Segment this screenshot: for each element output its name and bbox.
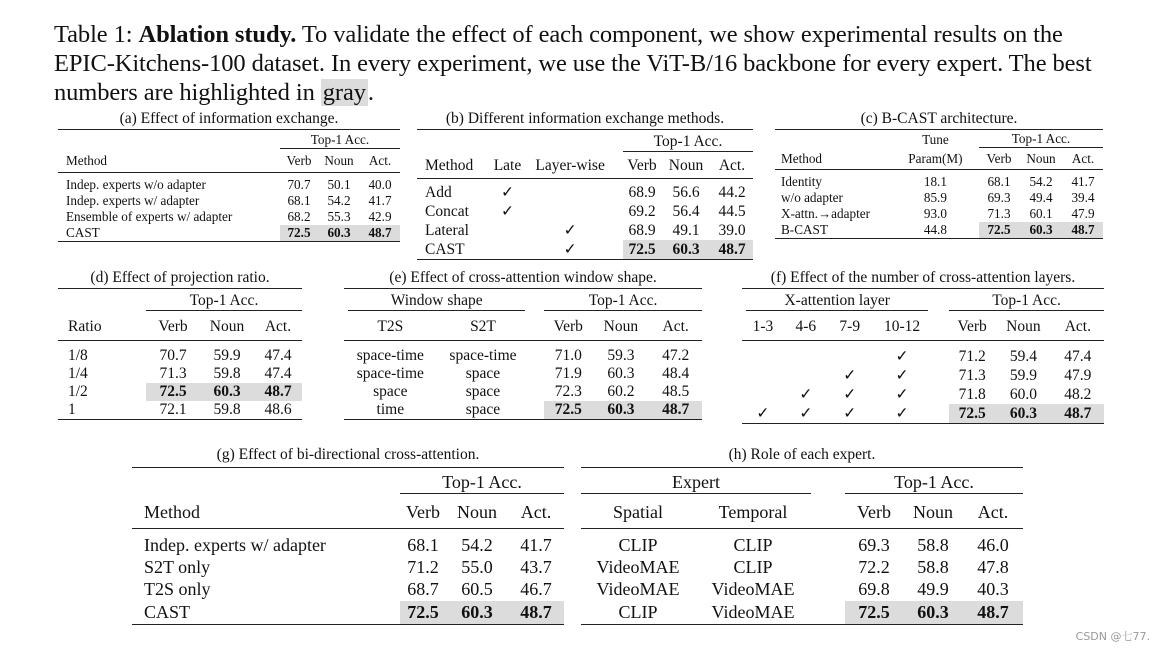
f-row1-1-3 — [742, 366, 784, 385]
table-row — [132, 601, 564, 625]
g-row1-act: 43.7 — [520, 557, 552, 577]
table-row — [58, 341, 302, 366]
table-row — [132, 579, 564, 601]
f-row2-7-9-check-icon: ✓ — [843, 386, 857, 403]
a-row0-verb: 70.7 — [287, 177, 311, 192]
table-row — [742, 366, 1104, 385]
b-group-header: Top-1 Acc. — [623, 133, 753, 152]
d-group-header: Top-1 Acc. — [146, 292, 302, 311]
e-row2-noun: 60.2 — [607, 383, 635, 400]
table-a — [58, 129, 400, 242]
table-row — [58, 209, 400, 225]
subtable-h — [581, 446, 1023, 625]
b-row2-layerwise-check-icon: ✓ — [563, 222, 577, 239]
f-header-1-3: 1-3 — [752, 318, 774, 336]
table-c — [775, 129, 1103, 239]
g-row3-verb: 72.5 — [400, 601, 446, 625]
c-header-tune: Tune — [900, 130, 971, 150]
a-row1-method: Indep. experts w/ adapter — [66, 193, 200, 208]
a-row0-method: Indep. experts w/o adapter — [66, 177, 206, 192]
caption-label: Table 1: — [54, 21, 133, 48]
f-row0-7-9 — [828, 341, 872, 367]
subtable-a — [58, 110, 400, 242]
c-header-verb: Verb — [986, 151, 1012, 167]
d-row1-ratio: 1/4 — [68, 365, 88, 382]
d-row0-ratio: 1/8 — [68, 347, 88, 364]
b-row1-late-check-icon: ✓ — [500, 203, 514, 220]
h-row1-verb: 72.2 — [858, 557, 890, 577]
g-row1-noun: 55.0 — [461, 557, 493, 577]
a-row2-act: 42.9 — [368, 209, 392, 224]
c-row2-method: X-attn.→adapter — [781, 206, 870, 221]
table-row — [58, 173, 400, 194]
h-header-temporal: Temporal — [718, 502, 788, 523]
h-group-header: Top-1 Acc. — [845, 472, 1023, 494]
f-row3-1-3-check-icon: ✓ — [756, 405, 770, 422]
g-row3-method: CAST — [144, 601, 191, 622]
table-row — [581, 601, 1023, 625]
b-row2-noun: 49.1 — [672, 221, 700, 239]
e-row3-verb: 72.5 — [544, 401, 592, 420]
e-row2-act: 48.5 — [662, 383, 690, 400]
e-row1-verb: 71.9 — [554, 365, 582, 382]
g-header-act: Act. — [520, 502, 552, 523]
e-header-act: Act. — [662, 318, 689, 336]
d-row2-verb: 72.5 — [146, 383, 200, 401]
f-header-7-9: 7-9 — [839, 318, 861, 336]
h-expert-header: Expert — [581, 472, 811, 494]
table-row — [417, 240, 753, 260]
table-row — [742, 385, 1104, 404]
h-row2-verb: 69.8 — [858, 579, 890, 599]
h-header-spatial: Spatial — [613, 502, 663, 523]
b-header-verb: Verb — [627, 157, 657, 175]
b-row0-verb: 68.9 — [628, 183, 656, 201]
b-row3-verb: 72.5 — [623, 240, 661, 260]
table-row — [132, 557, 564, 579]
e-row2-verb: 72.3 — [554, 383, 582, 400]
b-row3-layerwise-check-icon: ✓ — [563, 241, 577, 258]
b-row1-act: 44.5 — [718, 202, 746, 220]
b-row3-act: 48.7 — [711, 240, 753, 260]
f-row0-10-12-check-icon: ✓ — [895, 348, 909, 365]
f-row3-verb: 72.5 — [949, 404, 995, 424]
d-row2-ratio: 1/2 — [68, 383, 88, 400]
b-row2-act: 39.0 — [718, 221, 746, 239]
caption-bold: Ablation study. — [138, 21, 297, 48]
e-row2-s2t: space — [465, 383, 501, 400]
c-header-noun: Noun — [1026, 151, 1056, 167]
g-row0-noun: 54.2 — [461, 535, 493, 556]
b-row2-verb: 68.9 — [628, 221, 656, 239]
table-row — [775, 190, 1103, 206]
b-row0-noun: 56.6 — [672, 183, 700, 201]
c-row0-verb: 68.1 — [987, 174, 1011, 189]
table-g — [132, 467, 564, 625]
g-row1-verb: 71.2 — [407, 557, 439, 577]
table-row — [742, 404, 1104, 424]
b-row0-layerwise — [525, 179, 615, 203]
g-header-method: Method — [144, 502, 200, 523]
f-row1-4-6 — [784, 366, 828, 385]
d-row3-verb: 72.1 — [159, 401, 187, 418]
f-header-act: Act. — [1064, 318, 1091, 336]
b-row3-noun: 60.3 — [661, 240, 711, 260]
table-row — [775, 206, 1103, 222]
f-row2-1-3 — [742, 385, 784, 404]
f-row2-noun: 60.0 — [1009, 385, 1037, 403]
h-row2-noun: 49.9 — [917, 579, 949, 599]
b-row2-late — [490, 221, 526, 240]
table-row — [58, 383, 302, 401]
subtable-g-title: (g) Effect of bi-directional cross-attention. — [216, 446, 480, 463]
g-row3-act: 48.7 — [508, 601, 564, 625]
g-group-header: Top-1 Acc. — [400, 472, 564, 494]
table-row — [58, 225, 400, 242]
f-row0-4-6 — [784, 341, 828, 367]
watermark: CSDN @七77. — [1075, 630, 1150, 643]
subtable-b-title: (b) Different information exchange methods. — [445, 110, 725, 127]
h-row1-spatial: VideoMAE — [596, 557, 680, 577]
table-row — [417, 179, 753, 203]
d-row3-act: 48.6 — [264, 401, 292, 418]
e-row1-s2t: space — [465, 365, 501, 382]
a-row1-act: 41.7 — [368, 193, 392, 208]
a-row2-noun: 55.3 — [327, 209, 351, 224]
f-row3-4-6-check-icon: ✓ — [799, 405, 813, 422]
c-row3-param: 44.8 — [923, 222, 947, 237]
table-row — [344, 365, 702, 383]
caption-highlight: gray — [322, 79, 366, 106]
b-row0-act: 44.2 — [718, 183, 746, 201]
f-row1-7-9-check-icon: ✓ — [843, 367, 857, 384]
c-row3-act: 48.7 — [1063, 222, 1103, 239]
d-row0-noun: 59.9 — [213, 347, 241, 364]
a-row2-method: Ensemble of experts w/ adapter — [66, 209, 233, 224]
b-header-late: Late — [493, 157, 522, 175]
f-row2-verb: 71.8 — [958, 385, 986, 403]
e-row3-s2t: space — [465, 401, 501, 418]
f-row0-1-3 — [742, 341, 784, 367]
table-row — [58, 401, 302, 420]
c-row0-method: Identity — [781, 174, 823, 189]
h-row0-noun: 58.8 — [917, 535, 949, 556]
subtable-e — [344, 269, 702, 420]
c-header-param: Param(M) — [908, 151, 963, 167]
a-header-act: Act. — [368, 153, 392, 169]
d-header-ratio: Ratio — [68, 318, 102, 336]
h-row2-act: 40.3 — [977, 579, 1009, 599]
b-row0-late-check-icon: ✓ — [500, 184, 514, 201]
h-row3-act: 48.7 — [963, 601, 1023, 625]
g-row0-act: 41.7 — [520, 535, 552, 556]
c-row1-act: 39.4 — [1071, 190, 1095, 205]
c-row2-verb: 71.3 — [987, 206, 1011, 221]
f-row3-10-12-check-icon: ✓ — [895, 405, 909, 422]
table-row — [742, 341, 1104, 367]
d-row1-noun: 59.8 — [213, 365, 241, 382]
d-row1-verb: 71.3 — [159, 365, 187, 382]
caption-text: To validate the effect of each component, we show experimental results on the EPIC-Kitchens-100 dataset. In every experiment, we use the ViT-B/16 backbone for every expert. The best numbers are highlighted in — [54, 21, 1092, 106]
g-row2-act: 46.7 — [520, 579, 552, 599]
f-header-verb: Verb — [957, 318, 987, 336]
b-header-noun: Noun — [668, 157, 704, 175]
e-row1-t2s: space-time — [356, 365, 424, 382]
table-row — [581, 579, 1023, 601]
f-row1-verb: 71.3 — [958, 366, 986, 384]
h-row3-spatial: CLIP — [618, 601, 658, 622]
table-b — [417, 129, 753, 260]
e-row1-act: 48.4 — [662, 365, 690, 382]
f-row3-noun: 60.3 — [995, 404, 1051, 424]
h-row0-act: 46.0 — [977, 535, 1009, 556]
c-row3-method: B-CAST — [781, 222, 828, 237]
table-row — [344, 383, 702, 401]
b-row1-layerwise — [525, 202, 615, 221]
f-row0-verb: 71.2 — [958, 347, 986, 365]
b-row0-method: Add — [425, 183, 452, 201]
c-row3-verb: 72.5 — [979, 222, 1019, 239]
a-row0-noun: 50.1 — [327, 177, 351, 192]
table-h — [581, 467, 1023, 625]
e-row3-act: 48.7 — [649, 401, 702, 420]
h-row2-spatial: VideoMAE — [596, 579, 680, 599]
c-row0-act: 41.7 — [1071, 174, 1095, 189]
f-row0-noun: 59.4 — [1009, 347, 1037, 365]
f-xattn-header: X-attention layer — [746, 292, 928, 311]
e-row0-noun: 59.3 — [607, 347, 635, 364]
table-d — [58, 288, 302, 420]
e-row3-t2s: time — [376, 401, 405, 418]
table-f — [742, 288, 1104, 424]
a-row1-verb: 68.1 — [287, 193, 311, 208]
e-header-t2s: T2S — [377, 318, 404, 336]
b-header-layerwise: Layer-wise — [535, 157, 605, 175]
c-row1-noun: 49.4 — [1029, 190, 1053, 205]
g-header-noun: Noun — [457, 502, 497, 523]
f-group-header: Top-1 Acc. — [949, 292, 1104, 311]
a-header-noun: Noun — [324, 153, 354, 169]
f-row2-10-12-check-icon: ✓ — [895, 386, 909, 403]
table-row — [344, 341, 702, 366]
table-row — [132, 529, 564, 557]
h-row1-temporal: CLIP — [733, 557, 773, 577]
g-row2-method: T2S only — [144, 579, 211, 599]
e-row0-t2s: space-time — [356, 347, 424, 364]
f-row2-4-6-check-icon: ✓ — [799, 386, 813, 403]
g-row2-noun: 60.5 — [461, 579, 493, 599]
e-row0-s2t: space-time — [449, 347, 517, 364]
a-row3-noun: 60.3 — [318, 225, 360, 242]
e-row2-t2s: space — [373, 383, 408, 400]
g-row2-verb: 68.7 — [407, 579, 439, 599]
f-header-10-12: 10-12 — [883, 318, 921, 336]
c-row0-noun: 54.2 — [1029, 174, 1053, 189]
c-row2-noun: 60.1 — [1029, 206, 1053, 221]
b-row1-method: Concat — [425, 202, 469, 220]
d-header-act: Act. — [264, 318, 292, 336]
d-row2-act: 48.7 — [254, 383, 302, 401]
table-row — [58, 193, 400, 209]
c-header-act: Act. — [1071, 151, 1095, 167]
d-header-noun: Noun — [209, 318, 245, 336]
h-row3-temporal: VideoMAE — [711, 601, 795, 622]
d-row2-noun: 60.3 — [200, 383, 254, 401]
f-row3-7-9-check-icon: ✓ — [843, 405, 857, 422]
subtable-g — [132, 446, 564, 625]
a-row1-noun: 54.2 — [327, 193, 351, 208]
a-row3-act: 48.7 — [360, 225, 400, 242]
table-e — [344, 288, 702, 420]
h-row2-temporal: VideoMAE — [711, 579, 795, 599]
d-row3-ratio: 1 — [68, 401, 76, 418]
h-row1-act: 47.8 — [977, 557, 1009, 577]
table-row — [58, 365, 302, 383]
g-row1-method: S2T only — [144, 557, 211, 577]
e-header-s2t: S2T — [470, 318, 496, 336]
subtable-h-title: (h) Role of each expert. — [728, 446, 876, 463]
c-row1-method: w/o adapter — [781, 190, 843, 205]
table-row — [775, 222, 1103, 239]
subtable-d — [58, 269, 302, 420]
caption-end: . — [367, 79, 374, 106]
subtable-e-title: (e) Effect of cross-attention window shape. — [389, 269, 657, 286]
f-row2-act: 48.2 — [1064, 385, 1092, 403]
f-row0-act: 47.4 — [1064, 347, 1092, 365]
g-header-verb: Verb — [406, 502, 440, 523]
subtable-c — [775, 110, 1103, 239]
g-row0-method: Indep. experts w/ adapter — [144, 535, 326, 556]
subtable-b — [417, 110, 753, 260]
f-row1-noun: 59.9 — [1009, 366, 1037, 384]
b-row3-late — [490, 240, 526, 260]
f-header-noun: Noun — [1006, 318, 1041, 336]
b-row1-verb: 69.2 — [628, 202, 656, 220]
g-row3-noun: 60.3 — [446, 601, 508, 625]
e-row0-verb: 71.0 — [554, 347, 582, 364]
h-header-verb: Verb — [857, 502, 891, 523]
b-header-method: Method — [425, 157, 474, 175]
c-row1-verb: 69.3 — [987, 190, 1011, 205]
e-row3-noun: 60.3 — [592, 401, 649, 420]
e-header-verb: Verb — [553, 318, 583, 336]
a-row3-method: CAST — [66, 225, 100, 240]
c-header-method: Method — [781, 151, 823, 167]
a-header-method: Method — [66, 153, 108, 169]
table-row — [417, 202, 753, 221]
c-row0-param: 18.1 — [923, 174, 947, 189]
h-row0-temporal: CLIP — [733, 535, 773, 556]
a-row3-verb: 72.5 — [280, 225, 318, 242]
h-header-noun: Noun — [913, 502, 953, 523]
e-window-header: Window shape — [348, 292, 525, 311]
h-row0-verb: 69.3 — [858, 535, 890, 556]
h-row0-spatial: CLIP — [618, 535, 658, 556]
h-row3-verb: 72.5 — [845, 601, 903, 625]
subtable-f-title: (f) Effect of the number of cross-attention layers. — [770, 269, 1076, 286]
d-row1-act: 47.4 — [264, 365, 292, 382]
table-row — [581, 529, 1023, 557]
g-row0-verb: 68.1 — [407, 535, 439, 556]
table-row — [344, 401, 702, 420]
table-row — [775, 170, 1103, 191]
d-header-verb: Verb — [158, 318, 188, 336]
d-row0-act: 47.4 — [264, 347, 292, 364]
e-row1-noun: 60.3 — [607, 365, 635, 382]
b-header-act: Act. — [718, 157, 746, 175]
a-row2-verb: 68.2 — [287, 209, 311, 224]
subtable-f — [742, 269, 1104, 424]
subtable-d-title: (d) Effect of projection ratio. — [90, 269, 270, 286]
f-row1-10-12-check-icon: ✓ — [895, 367, 909, 384]
e-row0-act: 47.2 — [662, 347, 690, 364]
c-row1-param: 85.9 — [923, 190, 947, 205]
table-row — [417, 221, 753, 240]
h-row3-noun: 60.3 — [903, 601, 963, 625]
d-row0-verb: 70.7 — [159, 347, 187, 364]
c-row2-act: 47.9 — [1071, 206, 1095, 221]
e-header-noun: Noun — [603, 318, 639, 336]
b-row2-method: Lateral — [425, 221, 469, 239]
subtable-c-title: (c) B-CAST architecture. — [860, 110, 1018, 127]
a-header-verb: Verb — [286, 153, 312, 169]
f-header-4-6: 4-6 — [795, 318, 817, 336]
h-row1-noun: 58.8 — [917, 557, 949, 577]
e-group-header: Top-1 Acc. — [544, 292, 702, 311]
d-row3-noun: 59.8 — [213, 401, 241, 418]
b-row1-noun: 56.4 — [672, 202, 700, 220]
a-group-header: Top-1 Acc. — [280, 132, 400, 149]
c-group-header: Top-1 Acc. — [979, 131, 1103, 148]
h-header-act: Act. — [977, 502, 1009, 523]
table-caption — [54, 20, 1124, 107]
f-row3-act: 48.7 — [1052, 404, 1104, 424]
subtable-a-title: (a) Effect of information exchange. — [119, 110, 339, 127]
f-row1-act: 47.9 — [1064, 366, 1092, 384]
c-row3-noun: 60.3 — [1019, 222, 1063, 239]
c-row2-param: 93.0 — [923, 206, 947, 221]
a-row0-act: 40.0 — [368, 177, 392, 192]
table-row — [581, 557, 1023, 579]
b-row3-method: CAST — [425, 240, 465, 258]
